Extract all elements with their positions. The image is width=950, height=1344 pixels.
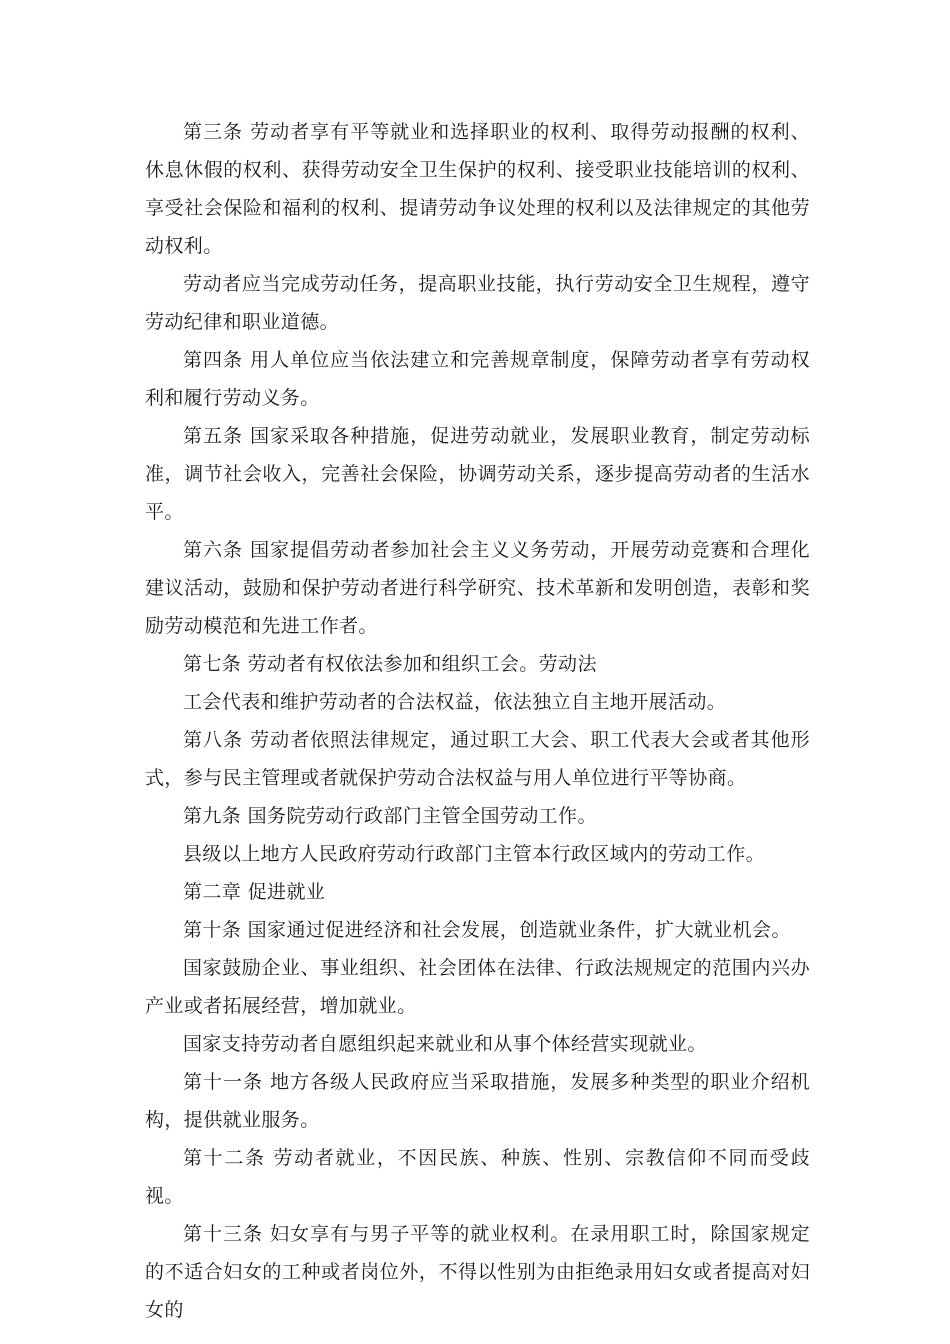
article-4-paragraph: 第四条 用人单位应当依法建立和完善规章制度，保障劳动者享有劳动权利和履行劳动义务。 bbox=[145, 349, 810, 409]
article-7-union-paragraph: 工会代表和维护劳动者的合法权益，依法独立自主地开展活动。 bbox=[183, 691, 727, 713]
article-13-paragraph: 第十三条 妇女享有与男子平等的就业权利。在录用职工时，除国家规定的不适合妇女的工种或者岗位外，不得以性别为由拒绝录用妇女或者提高对妇女的 bbox=[145, 1223, 810, 1321]
article-6-paragraph: 第六条 国家提倡劳动者参加社会主义义务劳动，开展劳动竞赛和合理化建议活动，鼓励和保护劳动者进行科学研究、技术革新和发明创造，表彰和奖励劳动模范和先进工作者。 bbox=[145, 539, 810, 637]
article-5-paragraph: 第五条 国家采取各种措施，促进劳动就业，发展职业教育，制定劳动标准，调节社会收入，完善社会保险，协调劳动关系，逐步提高劳动者的生活水平。 bbox=[145, 425, 810, 523]
article-12-paragraph: 第十二条 劳动者就业，不因民族、种族、性别、宗教信仰不同而受歧视。 bbox=[145, 1147, 810, 1207]
article-11-paragraph: 第十一条 地方各级人民政府应当采取措施，发展多种类型的职业介绍机构，提供就业服务。 bbox=[145, 1071, 810, 1131]
article-3-obligations-paragraph: 劳动者应当完成劳动任务，提高职业技能，执行劳动安全卫生规程，遵守劳动纪律和职业道德。 bbox=[145, 273, 810, 333]
article-9-local-paragraph: 县级以上地方人民政府劳动行政部门主管本行政区域内的劳动工作。 bbox=[183, 843, 766, 865]
article-8-paragraph: 第八条 劳动者依照法律规定，通过职工大会、职工代表大会或者其他形式，参与民主管理或者就保护劳动合法权益与用人单位进行平等协商。 bbox=[145, 729, 810, 789]
chapter-2-heading: 第二章 促进就业 bbox=[183, 881, 326, 903]
article-10-encourage-paragraph: 国家鼓励企业、事业组织、社会团体在法律、行政法规规定的范围内兴办产业或者拓展经营，增加就业。 bbox=[145, 957, 810, 1017]
article-9-paragraph: 第九条 国务院劳动行政部门主管全国劳动工作。 bbox=[183, 805, 597, 827]
document-body bbox=[145, 113, 810, 1329]
article-7-paragraph: 第七条 劳动者有权依法参加和组织工会。劳动法 bbox=[183, 653, 597, 675]
article-10-paragraph: 第十条 国家通过促进经济和社会发展，创造就业条件，扩大就业机会。 bbox=[183, 919, 791, 941]
article-3-paragraph: 第三条 劳动者享有平等就业和选择职业的权利、取得劳动报酬的权利、休息休假的权利、获得劳动安全卫生保护的权利、接受职业技能培训的权利、享受社会保险和福利的权利、提请劳动争议处理的权利以及法律规定的其他劳动权利。 bbox=[145, 121, 810, 257]
article-10-support-paragraph: 国家支持劳动者自愿组织起来就业和从事个体经营实现就业。 bbox=[183, 1033, 707, 1055]
